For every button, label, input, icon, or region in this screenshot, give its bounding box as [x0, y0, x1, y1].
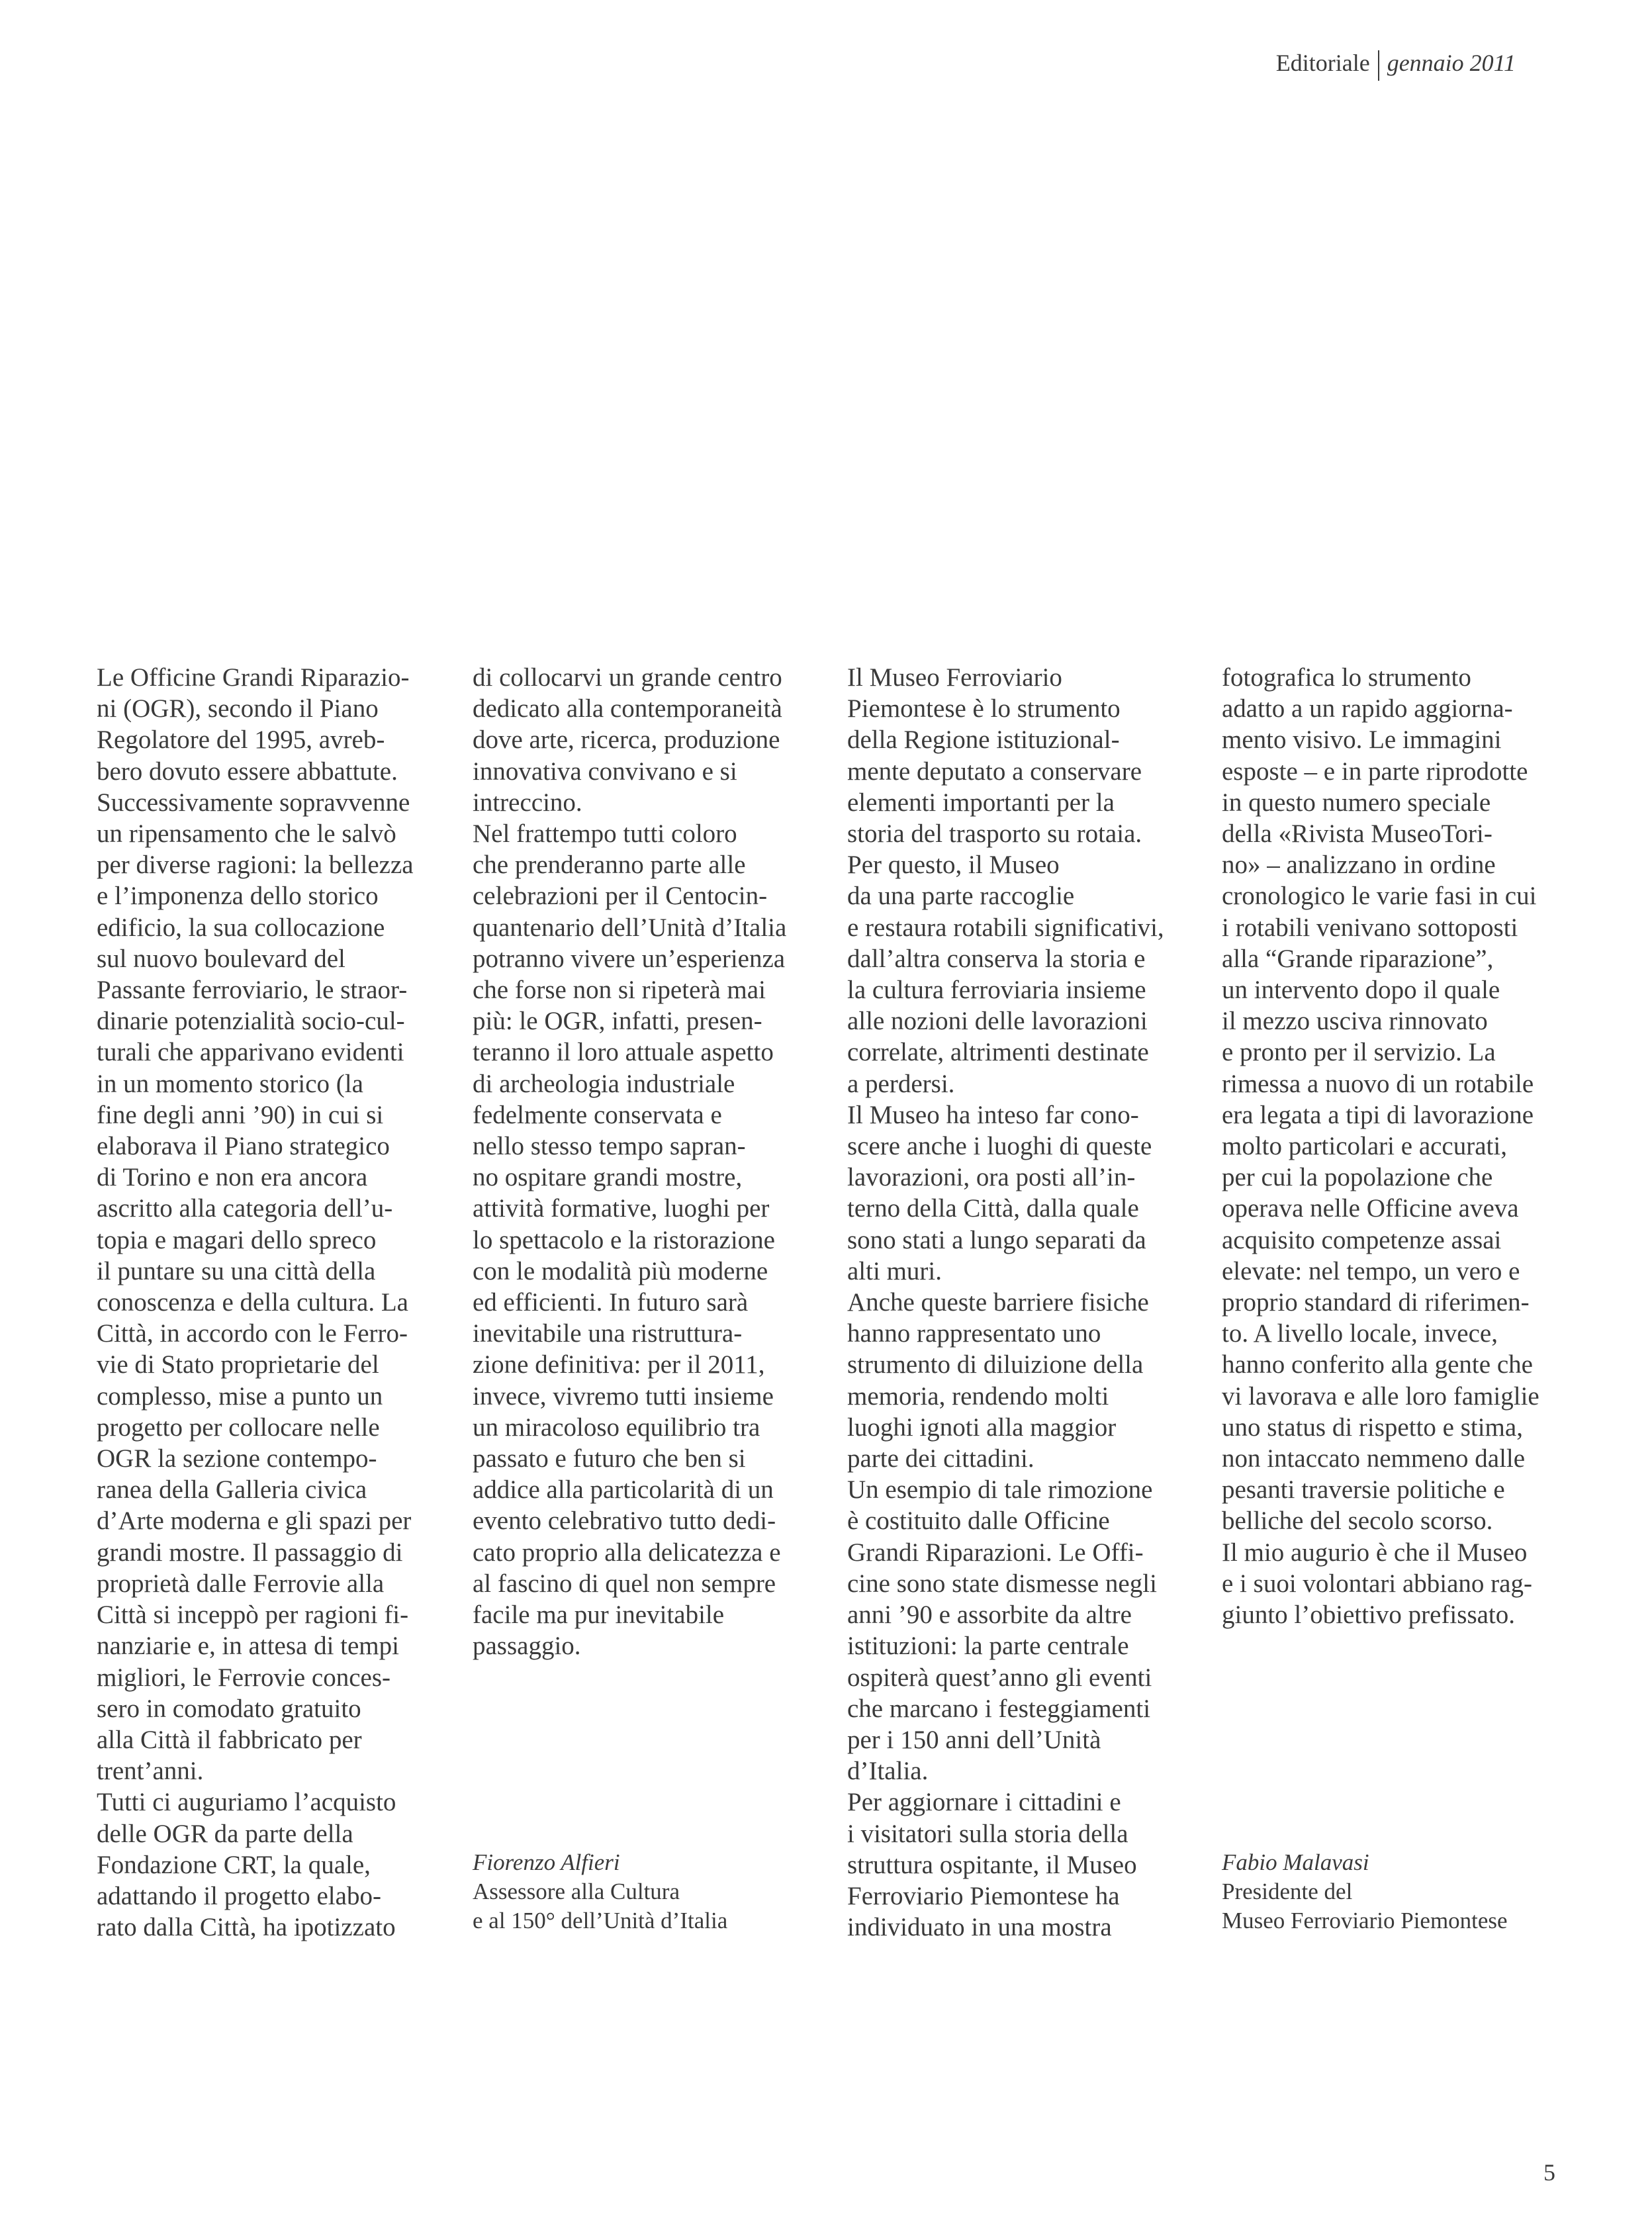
text-line: celebrazioni per il Centocin-	[473, 882, 768, 911]
text-line: dedicato alla contemporaneità	[473, 694, 782, 723]
text-line: adattando il progetto elabo-	[97, 1881, 381, 1910]
text-line: conoscenza e della cultura. La	[97, 1288, 408, 1317]
text-line: ni (OGR), secondo il Piano	[97, 694, 379, 723]
text-line: della «Rivista MuseoTori-	[1222, 819, 1492, 849]
text-line: per i 150 anni dell’Unità	[847, 1725, 1101, 1754]
text-line: alla “Grande riparazione”,	[1222, 944, 1494, 973]
text-line: belliche del secolo scorso.	[1222, 1507, 1493, 1536]
text-line: intreccino.	[473, 788, 582, 817]
text-line: dall’altra conserva la storia e	[847, 944, 1146, 973]
section-title: Editoriale	[1275, 50, 1370, 76]
text-line: sero in comodato gratuito	[97, 1694, 361, 1723]
text-line: fedelmente conservata e	[473, 1100, 722, 1129]
text-line: cronologico le varie fasi in cui	[1222, 882, 1537, 911]
text-line: cato proprio alla delicatezza e	[473, 1538, 781, 1567]
text-line: elevate: nel tempo, un vero e	[1222, 1256, 1520, 1285]
text-line: i rotabili venivano sottoposti	[1222, 913, 1518, 942]
page-number: 5	[1543, 2159, 1555, 2186]
text-line: Regolatore del 1995, avreb-	[97, 725, 385, 755]
text-line: pesanti traversie politiche e	[1222, 1475, 1505, 1505]
text-line: ed efficienti. In futuro sarà	[473, 1288, 749, 1317]
text-line: memoria, rendendo molti	[847, 1381, 1109, 1411]
text-line: addice alla particolarità di un	[473, 1475, 774, 1505]
text-line: è costituito dalle Officine	[847, 1507, 1110, 1536]
text-line: elaborava il Piano strategico	[97, 1132, 390, 1161]
text-line: d’Italia.	[847, 1757, 929, 1786]
text-line: scere anche i luoghi di queste	[847, 1132, 1152, 1161]
signature-role-line: e al 150° dell’Unità d’Italia	[473, 1908, 728, 1933]
signature-role-line: Assessore alla Cultura	[473, 1879, 680, 1904]
text-line: con le modalità più moderne	[473, 1256, 768, 1285]
text-line: vie di Stato proprietarie del	[97, 1350, 379, 1379]
text-line: di archeologia industriale	[473, 1069, 735, 1098]
text-line: delle OGR da parte della	[97, 1819, 353, 1848]
text-line: Successivamente sopravvenne	[97, 788, 410, 817]
text-line: cine sono state dismesse negli	[847, 1569, 1157, 1598]
text-line: nanziarie e, in attesa di tempi	[97, 1632, 399, 1661]
text-line: Le Officine Grandi Riparazio-	[97, 663, 410, 692]
text-line: da una parte raccoglie	[847, 882, 1075, 911]
text-line: grandi mostre. Il passaggio di	[97, 1538, 403, 1567]
text-line: zione definitiva: per il 2011,	[473, 1350, 765, 1379]
signature-alfieri	[473, 1848, 843, 1935]
text-line: Il Museo Ferroviario	[847, 663, 1062, 692]
text-line: per cui la popolazione che	[1222, 1163, 1493, 1192]
text-line: attività formative, luoghi per	[473, 1194, 770, 1223]
text-line: un intervento dopo il quale	[1222, 976, 1500, 1005]
text-line: acquisito competenze assai	[1222, 1225, 1502, 1254]
text-line: giunto l’obiettivo prefissato.	[1222, 1601, 1516, 1630]
text-line: ascritto alla categoria dell’u-	[97, 1194, 393, 1223]
text-line: Città, in accordo con le Ferro-	[97, 1319, 408, 1348]
text-line: e i suoi volontari abbiano rag-	[1222, 1569, 1532, 1598]
text-line: che marcano i festeggiamenti	[847, 1694, 1151, 1723]
text-line: fine degli anni ’90) in cui si	[97, 1100, 384, 1129]
text-line: no» – analizzano in ordine	[1222, 851, 1496, 880]
text-column-3	[847, 662, 1191, 1943]
text-line: fotografica lo strumento	[1222, 663, 1471, 692]
running-header	[1276, 48, 1516, 81]
text-line: complesso, mise a punto un	[97, 1381, 383, 1411]
text-line: alla Città il fabbricato per	[97, 1725, 362, 1754]
text-line: Piemontese è lo strumento	[847, 694, 1121, 723]
text-line: teranno il loro attuale aspetto	[473, 1038, 774, 1067]
signature-role-line: Museo Ferroviario Piemontese	[1222, 1908, 1508, 1933]
text-line: innovativa convivano e si	[473, 757, 737, 786]
text-line: di collocarvi un grande centro	[473, 663, 782, 692]
text-line: alle nozioni delle lavorazioni	[847, 1007, 1148, 1036]
text-line: Anche queste barriere fisiche	[847, 1288, 1149, 1317]
text-line: inevitabile una ristruttura-	[473, 1319, 743, 1348]
text-line: to. A livello locale, invece,	[1222, 1319, 1498, 1348]
text-line: istituzioni: la parte centrale	[847, 1632, 1129, 1661]
text-line: Per aggiornare i cittadini e	[847, 1788, 1121, 1817]
signature-name: Fabio Malavasi	[1222, 1849, 1369, 1875]
text-line: nello stesso tempo sapran-	[473, 1132, 746, 1161]
text-line: era legata a tipi di lavorazione	[1222, 1100, 1534, 1129]
text-line: rimessa a nuovo di un rotabile	[1222, 1069, 1534, 1098]
issue-date: gennaio 2011	[1387, 50, 1516, 76]
text-line: alti muri.	[847, 1256, 942, 1285]
text-line: il puntare su una città della	[97, 1256, 376, 1285]
text-line: passaggio.	[473, 1632, 581, 1661]
text-line: ospiterà quest’anno gli eventi	[847, 1663, 1152, 1692]
signature-role-line: Presidente del	[1222, 1879, 1353, 1904]
text-line: hanno conferito alla gente che	[1222, 1350, 1533, 1379]
text-line: dinarie potenzialità socio-cul-	[97, 1007, 405, 1036]
text-line: in questo numero speciale	[1222, 788, 1491, 817]
text-line: uno status di rispetto e stima,	[1222, 1413, 1523, 1442]
text-line: lo spettacolo e la ristorazione	[473, 1225, 775, 1254]
text-line: e l’imponenza dello storico	[97, 882, 379, 911]
text-line: progetto per collocare nelle	[97, 1413, 380, 1442]
text-line: vi lavorava e alle loro famiglie	[1222, 1381, 1539, 1411]
text-line: Grandi Riparazioni. Le Offi-	[847, 1538, 1144, 1567]
text-line: proprietà dalle Ferrovie alla	[97, 1569, 385, 1598]
text-line: mento visivo. Le immagini	[1222, 725, 1502, 755]
text-line: no ospitare grandi mostre,	[473, 1163, 743, 1192]
text-line: che prenderanno parte alle	[473, 851, 746, 880]
text-line: i visitatori sulla storia della	[847, 1819, 1128, 1848]
text-line: più: le OGR, infatti, presen-	[473, 1007, 762, 1036]
text-line: topia e magari dello spreco	[97, 1225, 377, 1254]
text-line: parte dei cittadini.	[847, 1444, 1034, 1473]
text-line: Il Museo ha inteso far cono-	[847, 1100, 1139, 1129]
text-column-4	[1222, 662, 1566, 1630]
text-line: al fascino di quel non sempre	[473, 1569, 776, 1598]
text-line: Ferroviario Piemontese ha	[847, 1881, 1120, 1910]
text-line: turali che apparivano evidenti	[97, 1038, 404, 1067]
header-divider	[1378, 50, 1379, 81]
text-line: correlate, altrimenti destinate	[847, 1038, 1149, 1067]
text-line: terno della Città, dalla quale	[847, 1194, 1139, 1223]
text-line: strumento di diluizione della	[847, 1350, 1144, 1379]
text-line: ranea della Galleria civica	[97, 1475, 367, 1505]
text-line: Tutti ci auguriamo l’acquisto	[97, 1788, 396, 1817]
text-line: d’Arte moderna e gli spazi per	[97, 1507, 412, 1536]
text-line: evento celebrativo tutto dedi-	[473, 1507, 776, 1536]
text-line: migliori, le Ferrovie conces-	[97, 1663, 391, 1692]
text-line: e restaura rotabili significativi,	[847, 913, 1164, 942]
text-line: OGR la sezione contempo-	[97, 1444, 377, 1473]
text-line: hanno rappresentato uno	[847, 1319, 1101, 1348]
text-line: il mezzo usciva rinnovato	[1222, 1007, 1488, 1036]
text-line: bero dovuto essere abbattute.	[97, 757, 398, 786]
text-line: che forse non si ripeterà mai	[473, 976, 766, 1005]
text-line: a perdersi.	[847, 1069, 955, 1098]
text-line: Città si inceppò per ragioni fi-	[97, 1601, 409, 1630]
text-line: luoghi ignoti alla maggior	[847, 1413, 1117, 1442]
text-line: proprio standard di riferimen-	[1222, 1288, 1530, 1317]
text-line: molto particolari e accurati,	[1222, 1132, 1507, 1161]
signature-name: Fiorenzo Alfieri	[473, 1849, 620, 1875]
text-line: Passante ferroviario, le straor-	[97, 976, 408, 1005]
text-line: edificio, la sua collocazione	[97, 913, 385, 942]
text-line: Il mio augurio è che il Museo	[1222, 1538, 1528, 1567]
text-line: lavorazioni, ora posti all’in-	[847, 1163, 1136, 1192]
text-line: la cultura ferroviaria insieme	[847, 976, 1146, 1005]
text-line: Un esempio di tale rimozione	[847, 1475, 1153, 1505]
text-line: un ripensamento che le salvò	[97, 819, 396, 849]
text-line: un miracoloso equilibrio tra	[473, 1413, 760, 1442]
text-line: struttura ospitante, il Museo	[847, 1850, 1137, 1879]
text-line: sul nuovo boulevard del	[97, 944, 345, 973]
text-line: invece, vivremo tutti insieme	[473, 1381, 774, 1411]
text-line: per diverse ragioni: la bellezza	[97, 851, 414, 880]
text-line: mente deputato a conservare	[847, 757, 1142, 786]
signature-malavasi	[1222, 1848, 1592, 1935]
text-line: passato e futuro che ben si	[473, 1444, 746, 1473]
text-line: dove arte, ricerca, produzione	[473, 725, 780, 755]
text-line: anni ’90 e assorbite da altre	[847, 1601, 1132, 1630]
text-line: Fondazione CRT, la quale,	[97, 1850, 371, 1879]
text-line: non intaccato nemmeno dalle	[1222, 1444, 1526, 1473]
text-line: rato dalla Città, ha ipotizzato	[97, 1913, 396, 1942]
text-line: operava nelle Officine aveva	[1222, 1194, 1519, 1223]
text-line: Nel frattempo tutti coloro	[473, 819, 737, 849]
text-line: quantenario dell’Unità d’Italia	[473, 913, 787, 942]
text-line: facile ma pur inevitabile	[473, 1601, 725, 1630]
text-line: esposte – e in parte riprodotte	[1222, 757, 1528, 786]
text-line: di Torino e non era ancora	[97, 1163, 368, 1192]
text-column-1	[97, 662, 441, 1943]
text-line: individuato in una mostra	[847, 1913, 1112, 1942]
text-line: storia del trasporto su rotaia.	[847, 819, 1142, 849]
text-line: in un momento storico (la	[97, 1069, 363, 1098]
text-line: della Regione istituzional-	[847, 725, 1120, 755]
text-column-2	[473, 662, 817, 1662]
text-line: sono stati a lungo separati da	[847, 1225, 1146, 1254]
text-line: potranno vivere un’esperienza	[473, 944, 786, 973]
text-line: adatto a un rapido aggiorna-	[1222, 694, 1513, 723]
text-line: e pronto per il servizio. La	[1222, 1038, 1496, 1067]
text-line: Per questo, il Museo	[847, 851, 1060, 880]
text-line: trent’anni.	[97, 1757, 204, 1786]
text-line: elementi importanti per la	[847, 788, 1115, 817]
